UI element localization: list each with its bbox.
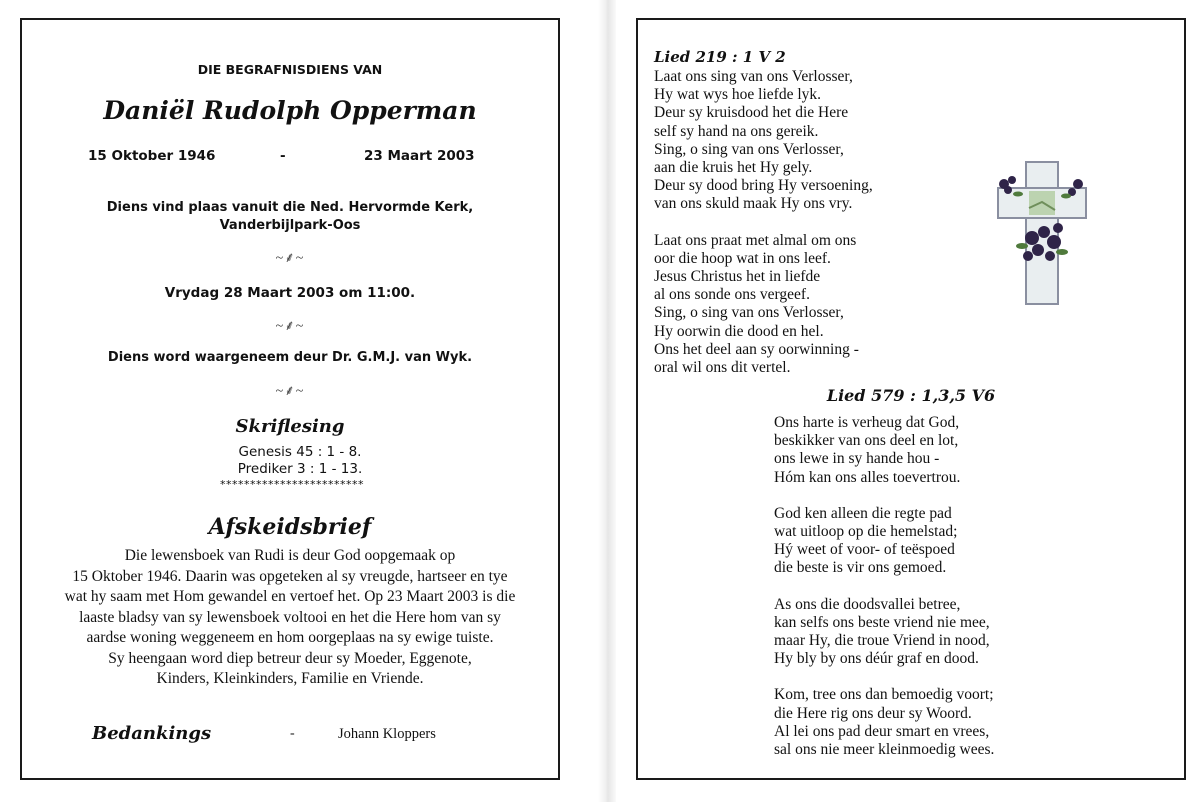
farewell-line: Die lewensboek van Rudi is deur God oopgemaak op <box>124 547 456 564</box>
verse-line: Hý weet of voor- of teëspoed <box>774 541 955 559</box>
officiant: Diens word waargeneem deur Dr. G.M.J. van Wyk. <box>107 350 473 365</box>
verse-line: Laat ons praat met almal om ons <box>654 231 857 249</box>
verse-line: Deur sy dood bring Hy versoening, <box>654 177 873 195</box>
verse-line: Sing, o sing van ons Verlosser, <box>654 304 844 322</box>
ornament-divider: ~⸙~ <box>275 384 305 399</box>
stanza-gap <box>654 214 873 232</box>
verse-line: Ons het deel aan sy oorwinning - <box>654 340 859 358</box>
stanza-gap <box>774 668 994 686</box>
stars-divider: ************************ <box>220 478 364 491</box>
verse-line: Kom, tree ons dan bemoedig voort; <box>774 686 994 704</box>
verse-line: al ons sonde ons vergeef. <box>654 286 810 304</box>
right-page <box>636 18 1186 780</box>
verse-line: oor die hoop wat in ons leef. <box>654 249 831 267</box>
stanza-gap <box>774 487 994 505</box>
farewell-line: wat hy saam met Hom gewandel en vertoef het. Op 23 Maart 2003 is die <box>64 588 516 605</box>
verse-line: Hy bly by ons déúr graf en dood. <box>774 650 979 668</box>
reading-2: Prediker 3 : 1 - 13. <box>237 461 363 477</box>
verse-line: oral wil ons dit vertel. <box>654 359 791 377</box>
birth-date: 15 Oktober 1946 <box>88 148 216 164</box>
verse-line: ons lewe in sy hande hou - <box>774 450 940 468</box>
service-time: Vrydag 28 Maart 2003 om 11:00. <box>164 285 416 301</box>
venue-line-2: Vanderbijlpark-Oos <box>219 218 361 233</box>
hymn-2-text <box>774 414 994 759</box>
verse-line: kan selfs ons beste vriend nie mee, <box>774 613 990 631</box>
farewell-line: 15 Oktober 1946. Daarin was opgeteken al sy vreugde, hartseer en tye <box>72 567 508 585</box>
thanks-dash: - <box>290 726 295 741</box>
verse-line: Laat ons sing van ons Verlosser, <box>654 68 853 85</box>
farewell-title: Afskeidsbrief <box>208 514 372 540</box>
thanks-name: Johann Kloppers <box>338 726 436 742</box>
ornament-divider: ~⸙~ <box>275 251 305 266</box>
thanks-label: Bedankings <box>92 723 212 744</box>
verse-line: wat uitloop op die hemelstad; <box>774 523 958 541</box>
hymn-2-title: Lied 579 : 1,3,5 V6 <box>826 386 996 405</box>
verse-line: Deur sy kruisdood het die Here <box>654 104 849 122</box>
verse-line: self sy hand na ons gereik. <box>654 122 819 140</box>
verse-line: Jesus Christus het in liefde <box>654 268 821 286</box>
verse-line: Hy wat wys hoe liefde lyk. <box>654 86 822 104</box>
verse-line: Al lei ons pad deur smart en vrees, <box>774 722 990 740</box>
death-date: 23 Maart 2003 <box>364 148 475 164</box>
farewell-line: Sy heengaan word diep betreur deur sy Moeder, Eggenote, <box>108 649 472 667</box>
farewell-line: aardse woning weggeneem en hom oorgeplaas na sy ewige tuiste. <box>86 629 494 646</box>
verse-line: Hy oorwin die dood en hel. <box>654 322 824 340</box>
service-heading: DIE BEGRAFNISDIENS VAN <box>197 62 383 77</box>
venue-line-1: Diens vind plaas vanuit die Ned. Hervormde Kerk, <box>106 200 474 215</box>
verse-line: die beste is vir ons gemoed. <box>774 559 947 577</box>
verse-line: van ons skuld maak Hy ons vry. <box>654 195 853 213</box>
verse-line: God ken alleen die regte pad <box>774 504 952 522</box>
cross-flowers-icon <box>992 158 1092 308</box>
verse-line: Sing, o sing van ons Verlosser, <box>654 140 844 158</box>
date-separator: - <box>280 148 286 164</box>
verse-line: aan die kruis het Hy gely. <box>654 159 813 177</box>
verse-line: die Here rig ons deur sy Woord. <box>774 704 972 722</box>
verse-line: maar Hy, die troue Vriend in nood, <box>774 632 990 650</box>
reading-1: Genesis 45 : 1 - 8. <box>238 444 362 460</box>
left-page <box>20 18 560 780</box>
verse-line: beskikker van ons deel en lot, <box>774 432 959 450</box>
farewell-letter <box>22 546 558 690</box>
stanza-gap <box>774 578 994 596</box>
deceased-name: Daniël Rudolph Opperman <box>103 96 477 125</box>
page-fold <box>598 0 616 802</box>
ornament-divider: ~⸙~ <box>275 319 305 334</box>
verse-line: As ons die doodsvallei betree, <box>774 595 961 613</box>
hymn-1-title: Lied 219 : 1 V 2 <box>654 48 786 66</box>
farewell-line: Kinders, Kleinkinders, Familie en Vriende. <box>156 670 424 687</box>
verse-line: Ons harte is verheug dat God, <box>774 414 960 431</box>
farewell-line: laaste bladsy van sy lewensboek voltooi en het die Here hom van sy <box>79 608 501 626</box>
reading-title: Skriflesing <box>235 416 345 437</box>
verse-line: sal ons nie meer kleinmoedig wees. <box>774 741 995 759</box>
verse-line: Hóm kan ons alles toevertrou. <box>774 468 961 486</box>
hymn-1-text <box>654 68 873 377</box>
